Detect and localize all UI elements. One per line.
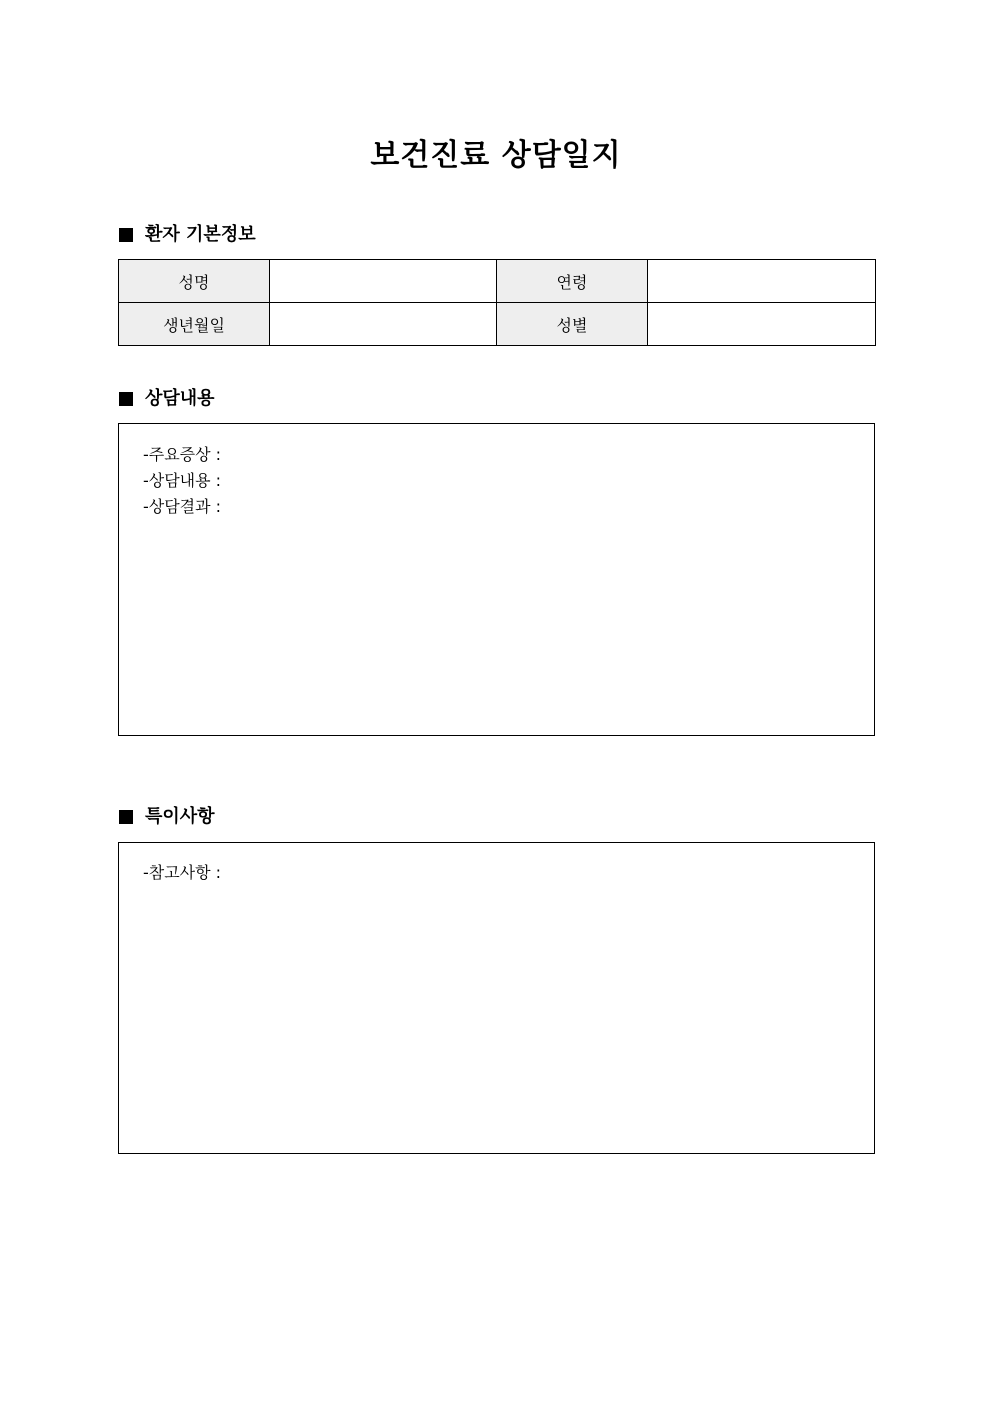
black-square-icon [119, 392, 133, 406]
section-heading-special-notes [119, 805, 215, 829]
consultation-result-line: -상담결과 : [143, 497, 222, 516]
gender-label: 성별 [497, 303, 648, 346]
consultation-content-line: -상담내용 : [143, 471, 222, 490]
name-field[interactable] [270, 260, 497, 303]
main-symptoms-line: -주요증상 : [143, 445, 222, 464]
section-heading-label: 환자 기본정보 [145, 224, 256, 245]
table-row [119, 260, 876, 303]
patient-info-table [118, 259, 876, 346]
section-heading-label: 상담내용 [145, 388, 215, 409]
section-heading-patient-info [119, 223, 256, 247]
section-heading-label: 특이사항 [145, 806, 215, 827]
birthdate-field[interactable] [270, 303, 497, 346]
special-notes-box[interactable] [118, 842, 875, 1154]
table-row [119, 303, 876, 346]
name-label: 성명 [119, 260, 270, 303]
page-title: 보건진료 상담일지 [370, 138, 622, 173]
birthdate-label: 생년월일 [119, 303, 270, 346]
black-square-icon [119, 228, 133, 242]
age-label: 연령 [497, 260, 648, 303]
black-square-icon [119, 810, 133, 824]
reference-notes-line: -참고사항 : [143, 863, 222, 882]
gender-field[interactable] [648, 303, 876, 346]
age-field[interactable] [648, 260, 876, 303]
consultation-box[interactable] [118, 423, 875, 736]
section-heading-consultation [119, 387, 215, 411]
